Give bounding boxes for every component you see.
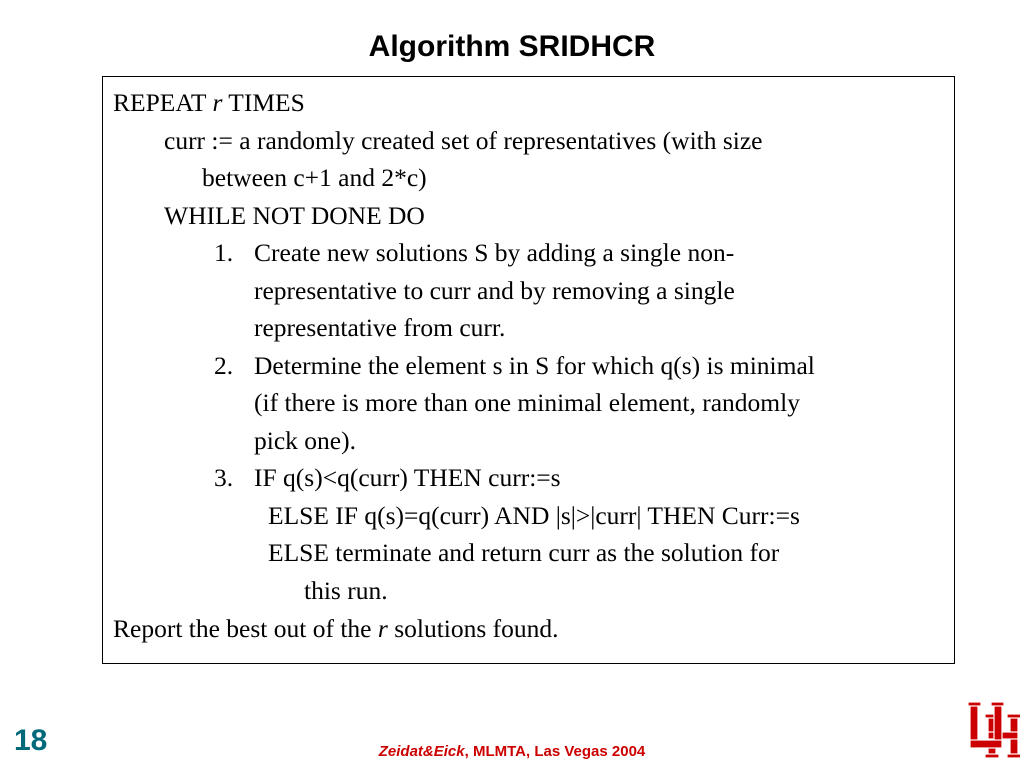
repeat-line xyxy=(113,88,305,118)
uh-logo-icon xyxy=(968,700,1020,764)
step-1-line-2: representative to curr and by removing a single xyxy=(254,276,735,305)
footer-authors: Zeidat&Eick xyxy=(378,743,465,760)
step-2-line-3: pick one). xyxy=(254,426,356,455)
step-3-line-1: IF q(s)<q(curr) THEN curr:=s xyxy=(254,463,561,492)
step-1-number: 1. xyxy=(214,238,234,267)
while-line: WHILE NOT DONE DO xyxy=(164,201,425,230)
footer-venue: , MLMTA, Las Vegas 2004 xyxy=(464,743,646,760)
step-3-line-2: ELSE IF q(s)=q(curr) AND |s|>|curr| THEN Curr:=s xyxy=(268,501,800,530)
step-3-number: 3. xyxy=(214,463,234,492)
step-1-line-1: Create new solutions S by adding a single non- xyxy=(254,238,735,267)
slide-number: 18 xyxy=(14,724,48,757)
step-3-line-3: ELSE terminate and return curr as the solution for xyxy=(268,538,780,567)
step-3-line-4: this run. xyxy=(304,576,388,605)
footer xyxy=(0,743,1024,760)
curr-line-2: between c+1 and 2*c) xyxy=(202,163,427,192)
report-variable: r xyxy=(377,614,388,643)
curr-line-1: curr := a randomly created set of representatives (with size xyxy=(164,126,763,155)
repeat-times: TIMES xyxy=(222,88,305,117)
report-tail: solutions found. xyxy=(387,614,559,643)
repeat-variable: r xyxy=(212,88,223,117)
repeat-keyword: REPEAT xyxy=(113,88,213,117)
step-2-number: 2. xyxy=(214,351,234,380)
slide-title: Algorithm SRIDHCR xyxy=(368,30,656,63)
step-2-line-1: Determine the element s in S for which q(s) is minimal xyxy=(254,351,815,380)
report-text: Report the best out of the xyxy=(113,614,378,643)
report-line xyxy=(113,614,559,644)
step-1-line-3: representative from curr. xyxy=(254,313,506,342)
step-2-line-2: (if there is more than one minimal element, randomly xyxy=(254,388,800,417)
